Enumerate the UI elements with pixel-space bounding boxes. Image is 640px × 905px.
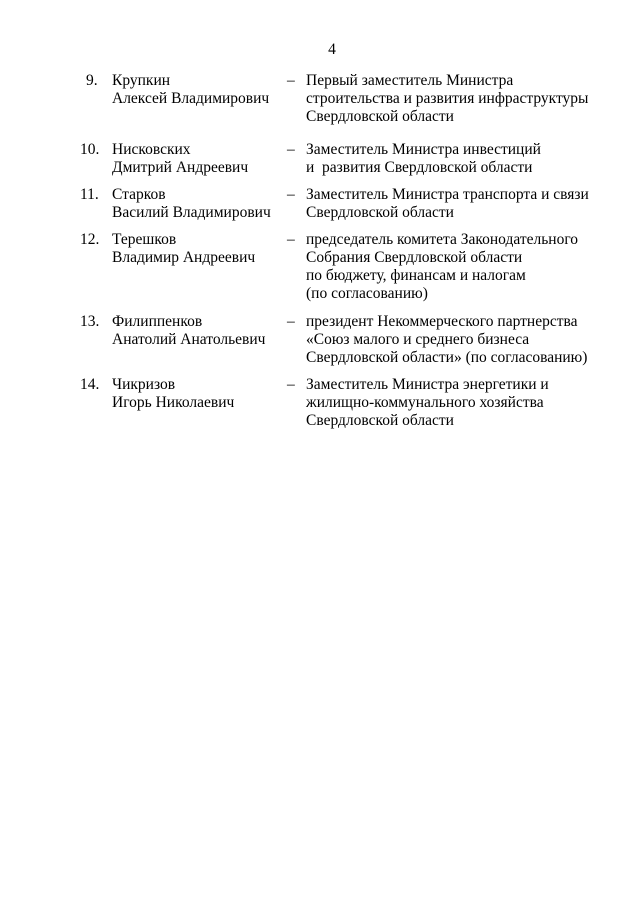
list-item <box>0 72 640 141</box>
entry-surname: Чикризов <box>112 376 176 393</box>
entry-number: 9. <box>86 72 98 89</box>
entry-given-names: Алексей Владимирович <box>112 90 270 107</box>
entry-given-names: Дмитрий Андреевич <box>112 159 249 176</box>
entry-name <box>112 231 282 267</box>
entry-position-line: строительства и развития инфраструктуры <box>306 90 589 107</box>
entry-position-line: председатель комитета Законодательного <box>306 231 579 248</box>
entry-given-names: Анатолий Анатольевич <box>112 331 266 348</box>
entry-dash: – <box>287 186 295 203</box>
entry-dash: – <box>287 231 295 248</box>
entry-surname: Терешков <box>112 231 177 248</box>
entry-name <box>112 313 282 349</box>
entry-position-line: Заместитель Министра транспорта и связи <box>306 186 589 203</box>
entry-dash: – <box>287 141 295 158</box>
entry-name <box>112 72 282 108</box>
entry-surname: Нисковских <box>112 141 191 158</box>
entry-given-names: Василий Владимирович <box>112 204 271 221</box>
list-item <box>0 376 640 436</box>
entry-surname: Крупкин <box>112 72 171 89</box>
entry-position <box>306 376 606 430</box>
entry-position-line: Заместитель Министра энергетики и <box>306 376 549 393</box>
entry-position-line: Заместитель Министра инвестиций <box>306 141 541 158</box>
entry-position-line: жилищно-коммунального хозяйства <box>306 394 544 411</box>
entry-position-line: (по согласованию) <box>306 285 428 302</box>
page-number: 4 <box>328 41 336 58</box>
entry-position <box>306 72 606 126</box>
entry-surname: Старков <box>112 186 166 203</box>
entry-position <box>306 313 606 367</box>
entry-name <box>112 186 282 222</box>
member-list <box>0 72 640 436</box>
entry-position-line: Собрания Свердловской области <box>306 249 523 266</box>
entry-number: 13. <box>80 313 100 330</box>
entry-position <box>306 186 606 222</box>
entry-dash: – <box>287 376 295 393</box>
entry-position-line: «Союз малого и среднего бизнеса <box>306 331 530 348</box>
list-item <box>0 313 640 376</box>
entry-position-line: президент Некоммерческого партнерства <box>306 313 578 330</box>
entry-number: 11. <box>80 186 99 203</box>
entry-given-names: Владимир Андреевич <box>112 249 256 266</box>
entry-position-line: Первый заместитель Министра <box>306 72 514 89</box>
entry-position <box>306 141 606 177</box>
entry-position-line: по бюджету, финансам и налогам <box>306 267 526 284</box>
entry-position <box>306 231 606 303</box>
entry-number: 14. <box>80 376 100 393</box>
entry-dash: – <box>287 72 295 89</box>
entry-number: 10. <box>80 141 100 158</box>
list-item <box>0 186 640 231</box>
list-item <box>0 231 640 313</box>
entry-number: 12. <box>80 231 100 248</box>
entry-position-line: и развития Свердловской области <box>306 159 533 176</box>
entry-position-line: Свердловской области <box>306 412 454 429</box>
entry-position-line: Свердловской области» (по согласованию) <box>306 349 588 366</box>
entry-position-line: Свердловской области <box>306 204 454 221</box>
entry-position-line: Свердловской области <box>306 108 454 125</box>
entry-name <box>112 141 282 177</box>
entry-dash: – <box>287 313 295 330</box>
entry-surname: Филиппенков <box>112 313 203 330</box>
entry-name <box>112 376 282 412</box>
list-item <box>0 141 640 186</box>
entry-given-names: Игорь Николаевич <box>112 394 235 411</box>
